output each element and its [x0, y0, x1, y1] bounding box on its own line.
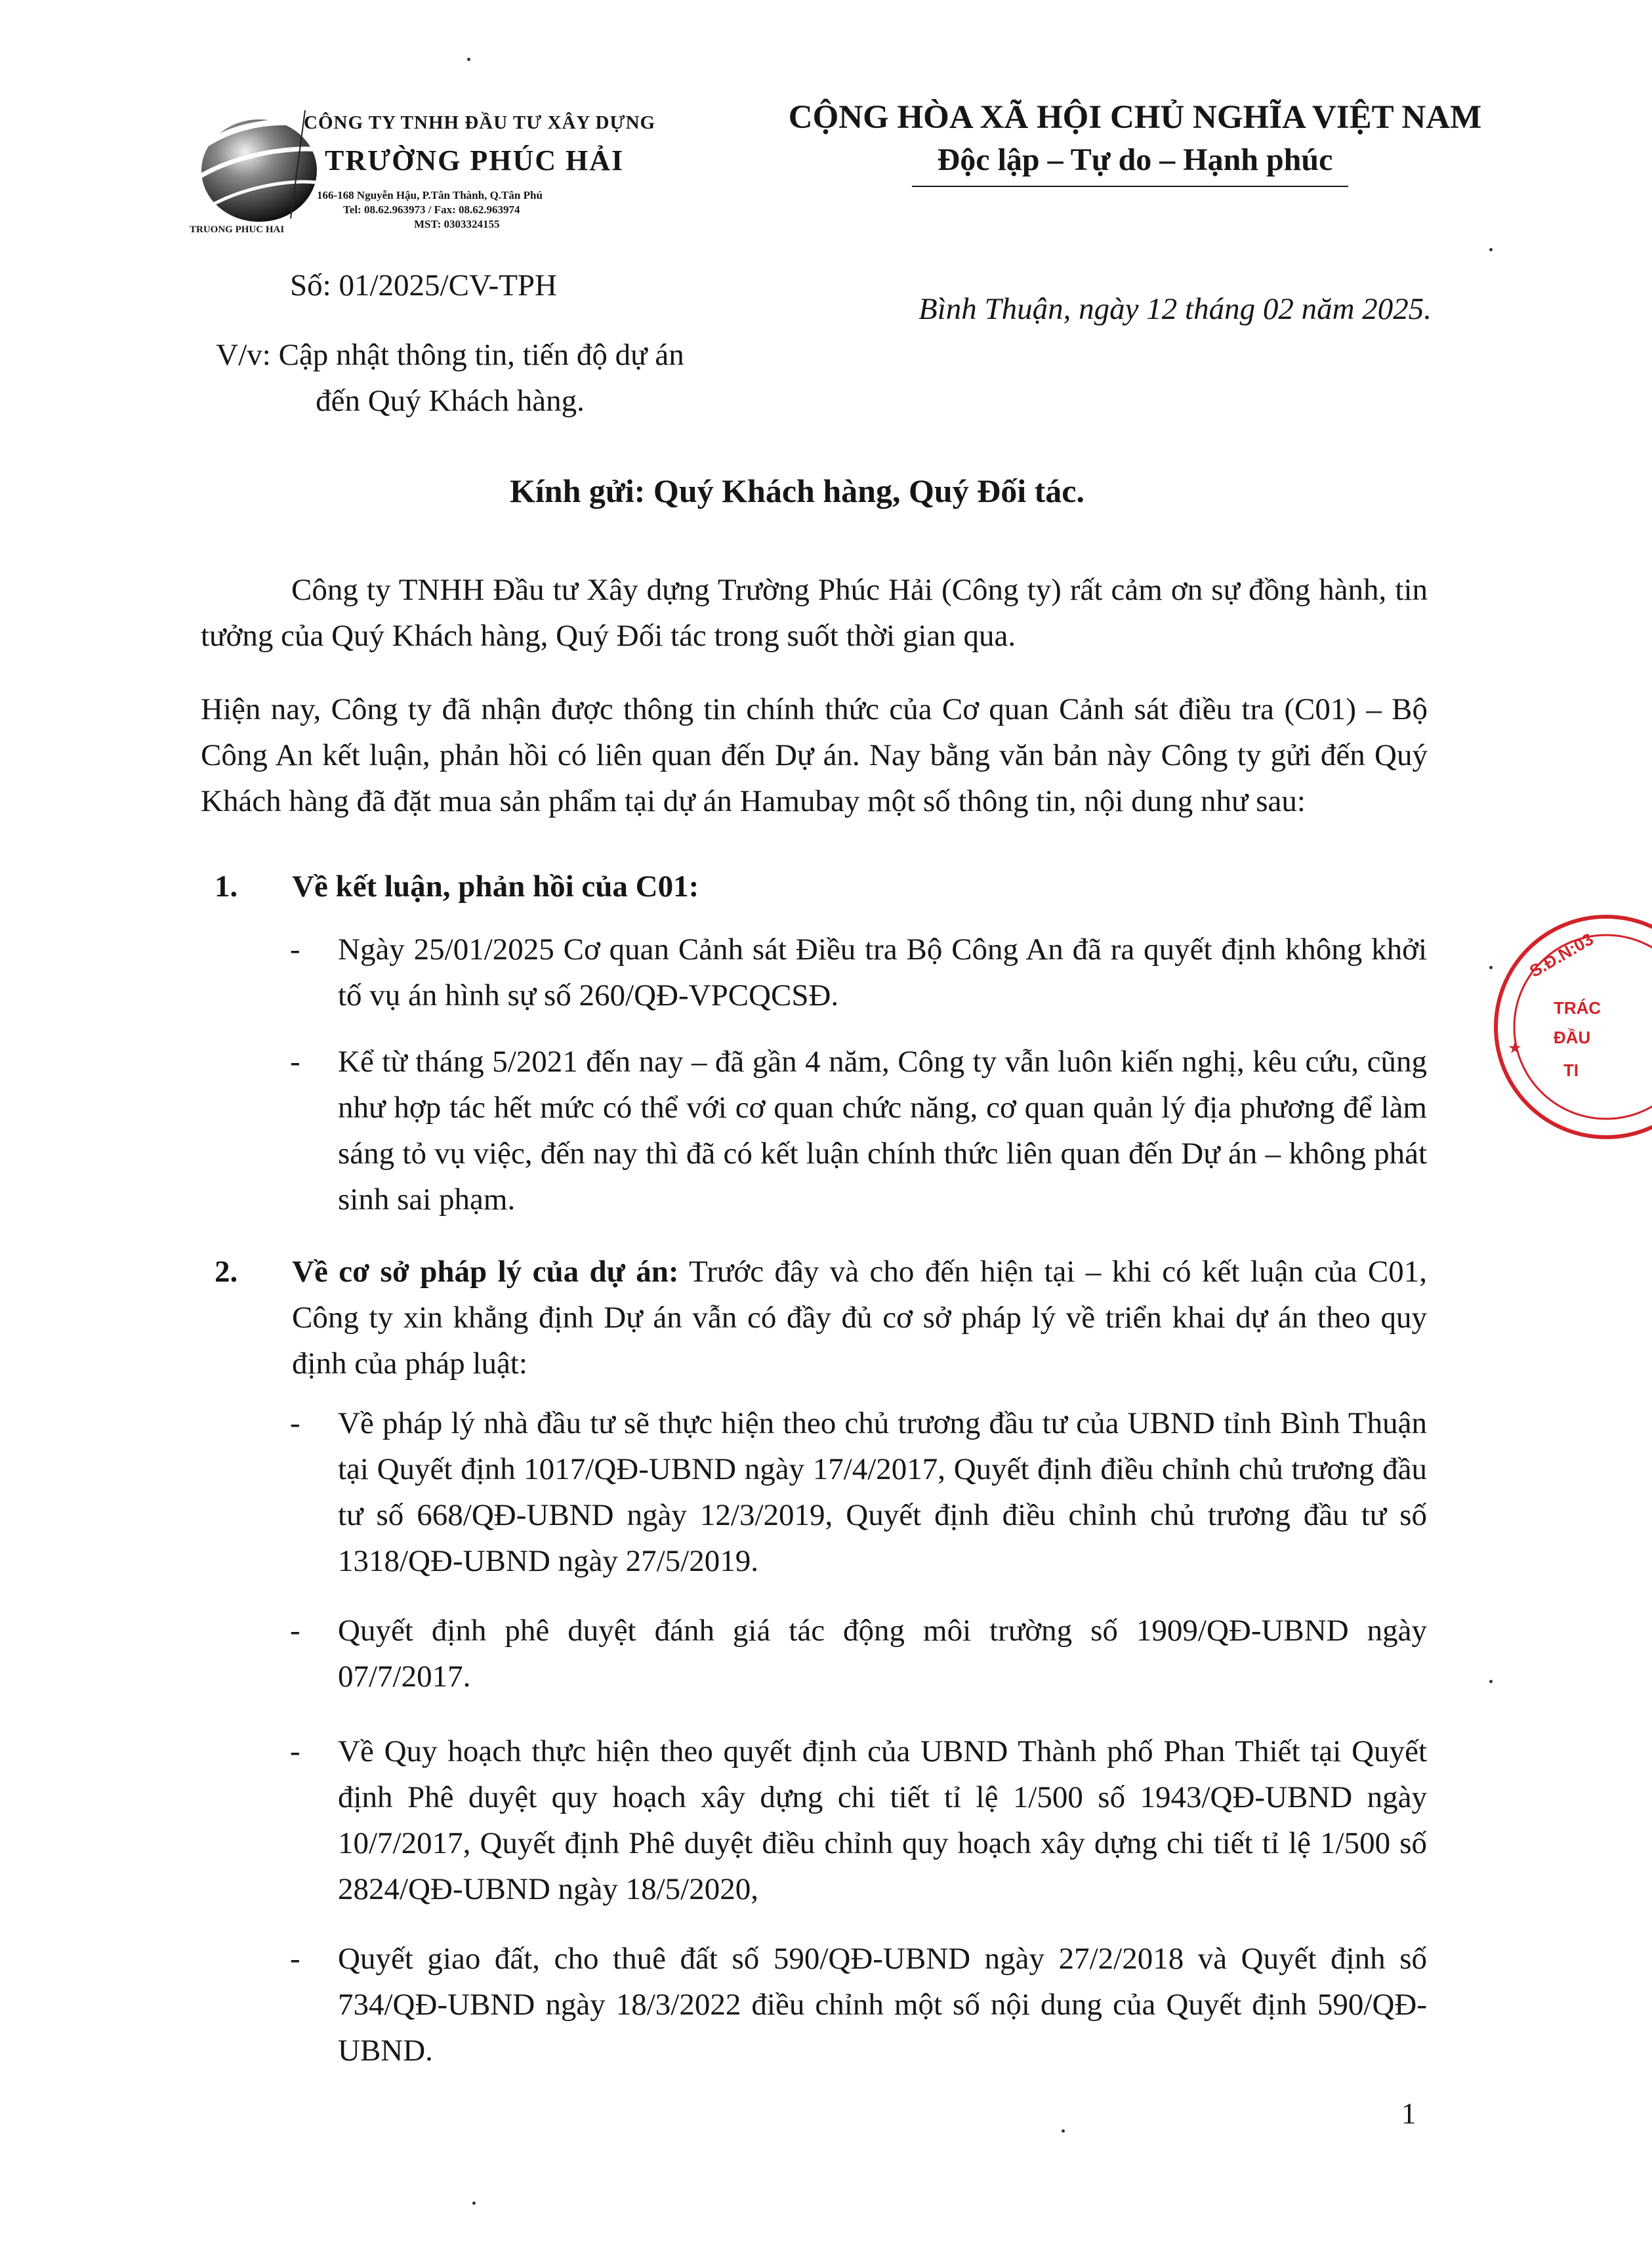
list-item: Quyết định phê duyệt đánh giá tác động môi trường số 1909/QĐ-UBND ngày 07/7/2017. [338, 1614, 1427, 1694]
document-date: Bình Thuận, ngày 12 tháng 02 năm 2025. [919, 292, 1432, 326]
bullet-dash: - [290, 1942, 300, 1976]
company-name: TRƯỜNG PHÚC HẢI [325, 144, 625, 177]
list-item: Quyết giao đất, cho thuê đất số 590/QĐ-UBND ngày 27/2/2018 và Quyết định số 734/QĐ-UBND ngày 18/3/2022 điều chỉnh một số nội dung của Quyết định 590/QĐ-UBND. [338, 1942, 1427, 2068]
bullet-dash: - [290, 932, 300, 967]
document-subject: V/v: Cập nhật thông tin, tiến độ dự án đến Quý Khách hàng. [216, 338, 684, 418]
intro-paragraph: Hiện nay, Công ty đã nhận được thông tin chính thức của Cơ quan Cảnh sát điều tra (C01) – Bộ Công An kết luận, phản hồi có liên quan đến Dự án. Nay bằng văn bản này Công ty gửi đến Quý Khách hàng đã đặt mua sản phẩm tại dự án Hamubay một số thông tin, nội dung như sau: [201, 692, 1428, 818]
document-number: Số: 01/2025/CV-TPH [290, 268, 557, 303]
section-number: 2. [215, 1255, 238, 1289]
bullet-dash: - [290, 1045, 300, 1079]
svg-text:★: ★ [1508, 1039, 1522, 1057]
bullet-dash: - [290, 1734, 300, 1768]
company-phone-fax: Tel: 08.62.963973 / Fax: 08.62.963974 [343, 203, 520, 216]
national-motto: Độc lập – Tự do – Hạnh phúc [937, 142, 1333, 177]
bullet-dash: - [290, 1614, 300, 1648]
salutation: Kính gửi: Quý Khách hàng, Quý Đối tác. [509, 472, 1084, 509]
scan-speck [1489, 966, 1493, 969]
section-heading [292, 1249, 1427, 1387]
seal-text: S.Đ.N:03 [1526, 929, 1597, 982]
company-address: 166-168 Nguyễn Hậu, P.Tân Thành, Q.Tân Phú [317, 189, 543, 201]
list-item: Về pháp lý nhà đầu tư sẽ thực hiện theo chủ trương đầu tư của UBND tỉnh Bình Thuận tại Quyết định 1017/QĐ-UBND ngày 17/4/2017, Quyết định điều chỉnh chủ trương đầu tư số 668/QĐ-UBND ngày 12/3/2019, Quyết định điều chỉnh chủ trương đầu tư số 1318/QĐ-UBND ngày 27/5/2019. [338, 1406, 1427, 1578]
scan-speck [472, 2202, 476, 2205]
sphere-logo-icon [186, 110, 323, 225]
seal-text: TI [1563, 1060, 1579, 1080]
company-seal-icon [1481, 915, 1652, 1152]
scan-speck [1489, 248, 1493, 251]
section-number: 1. [215, 869, 238, 904]
bullet-dash: - [290, 1406, 300, 1440]
scan-speck [1062, 2129, 1065, 2133]
section-text: Trước đây và cho đến hiện tại – khi có kết luận của C01, Công ty xin khẳng định Dự án vẫn có đầy đủ cơ sở pháp lý về triển khai dự án theo quy định của pháp luật: [292, 1255, 1427, 1381]
seal-text: TRÁC [1554, 998, 1601, 1018]
intro-paragraph: Công ty TNHH Đầu tư Xây dựng Trường Phúc Hải (Công ty) rất cảm ơn sự đồng hành, tin tưởng của Quý Khách hàng, Quý Đối tác trong suốt thời gian qua. [201, 573, 1428, 653]
seal-text: ĐẦU [1554, 1028, 1591, 1047]
list-item: Kể từ tháng 5/2021 đến nay – đã gần 4 năm, Công ty vẫn luôn kiến nghị, kêu cứu, cũng như hợp tác hết mức có thể với cơ quan chức năng, cơ quan quản lý địa phương để làm sáng tỏ vụ việc, đến nay thì đã có kết luận chính thức liên quan đến Dự án – không phát sinh sai phạm. [338, 1045, 1427, 1217]
national-title: CỘNG HÒA XÃ HỘI CHỦ NGHĨA VIỆT NAM [788, 99, 1482, 136]
section-title: Về cơ sở pháp lý của dự án: [292, 1255, 679, 1289]
scan-speck [467, 58, 470, 61]
list-item: Về Quy hoạch thực hiện theo quyết định của UBND Thành phố Phan Thiết tại Quyết định Phê duyệt quy hoạch xây dựng chi tiết tỉ lệ 1/500 số 1943/QĐ-UBND ngày 10/7/2017, Quyết định Phê duyệt điều chỉnh quy hoạch xây dựng chi tiết tỉ lệ 1/500 số 2824/QĐ-UBND ngày 18/5/2020, [338, 1734, 1427, 1906]
company-tax-code: MST: 0303324155 [414, 218, 500, 230]
motto-underline [912, 186, 1348, 187]
company-type: CÔNG TY TNHH ĐẦU TƯ XÂY DỰNG [304, 112, 656, 133]
page-number: 1 [1401, 2097, 1416, 2130]
list-item: Ngày 25/01/2025 Cơ quan Cảnh sát Điều tra Bộ Công An đã ra quyết định không khởi tố vụ án hình sự số 260/QĐ-VPCQCSĐ. [338, 932, 1427, 1013]
section-title: Về kết luận, phản hồi của C01: [292, 869, 699, 904]
section-heading [292, 864, 1427, 909]
logo-caption: TRUONG PHUC HAI [190, 224, 285, 235]
scan-speck [1489, 1680, 1493, 1683]
